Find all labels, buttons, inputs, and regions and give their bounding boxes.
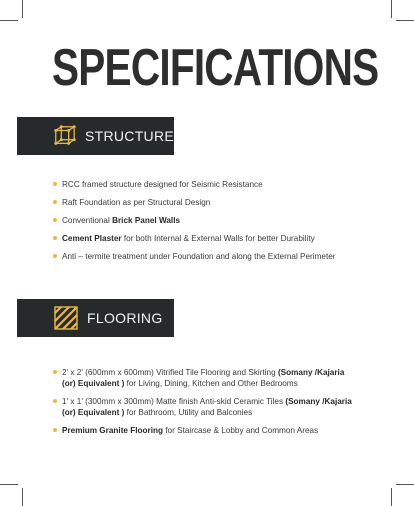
cube-icon xyxy=(53,123,77,149)
section-heading: FLOORING xyxy=(87,310,163,326)
bullet-icon xyxy=(53,428,57,432)
structure-spec-list xyxy=(52,179,352,269)
section-banner-flooring xyxy=(17,299,174,337)
list-item: Conventional Brick Panel Walls xyxy=(52,215,352,226)
flooring-spec-list xyxy=(52,367,352,443)
tile-hatch-icon xyxy=(53,305,79,331)
list-item: Cement Plaster for both Internal & External Walls for better Durability xyxy=(52,233,352,244)
page-title: SPECIFICATIONS xyxy=(52,39,379,97)
crop-mark-top-right-h xyxy=(396,20,414,21)
crop-mark-bottom-left xyxy=(22,488,23,506)
crop-mark-top-left xyxy=(22,0,23,18)
list-item: Anti – termite treatment under Foundation and along the External Perimeter xyxy=(52,251,352,262)
crop-mark-top-right xyxy=(391,0,392,18)
bullet-icon xyxy=(53,200,57,204)
crop-mark-bottom-left-h xyxy=(0,484,18,485)
bullet-icon xyxy=(53,399,57,403)
bullet-icon xyxy=(53,254,57,258)
list-item: 1' x 1' (300mm x 300mm) Matte finish Anti-skid Ceramic Tiles (Somany /Kajaria (or) Equivalent ) for Bathroom, Utility and Balconies xyxy=(52,396,352,418)
crop-mark-top-left-h xyxy=(0,20,18,21)
list-item: Raft Foundation as per Structural Design xyxy=(52,197,352,208)
bullet-icon xyxy=(53,218,57,222)
crop-mark-bottom-right-h xyxy=(396,484,414,485)
list-item: Premium Granite Flooring for Staircase & Lobby and Common Areas xyxy=(52,425,352,436)
crop-mark-bottom-right xyxy=(391,488,392,506)
bullet-icon xyxy=(53,370,57,374)
section-banner-structure xyxy=(17,117,174,155)
bullet-icon xyxy=(53,182,57,186)
list-item: 2' x 2' (600mm x 600mm) Vitrified Tile Flooring and Skirting (Somany /Kajaria (or) Equivalent ) for Living, Dining, Kitchen and Other Bedrooms xyxy=(52,367,352,389)
bullet-icon xyxy=(53,236,57,240)
section-heading: STRUCTURE xyxy=(84,128,174,144)
list-item: RCC framed structure designed for Seismic Resistance xyxy=(52,179,352,190)
